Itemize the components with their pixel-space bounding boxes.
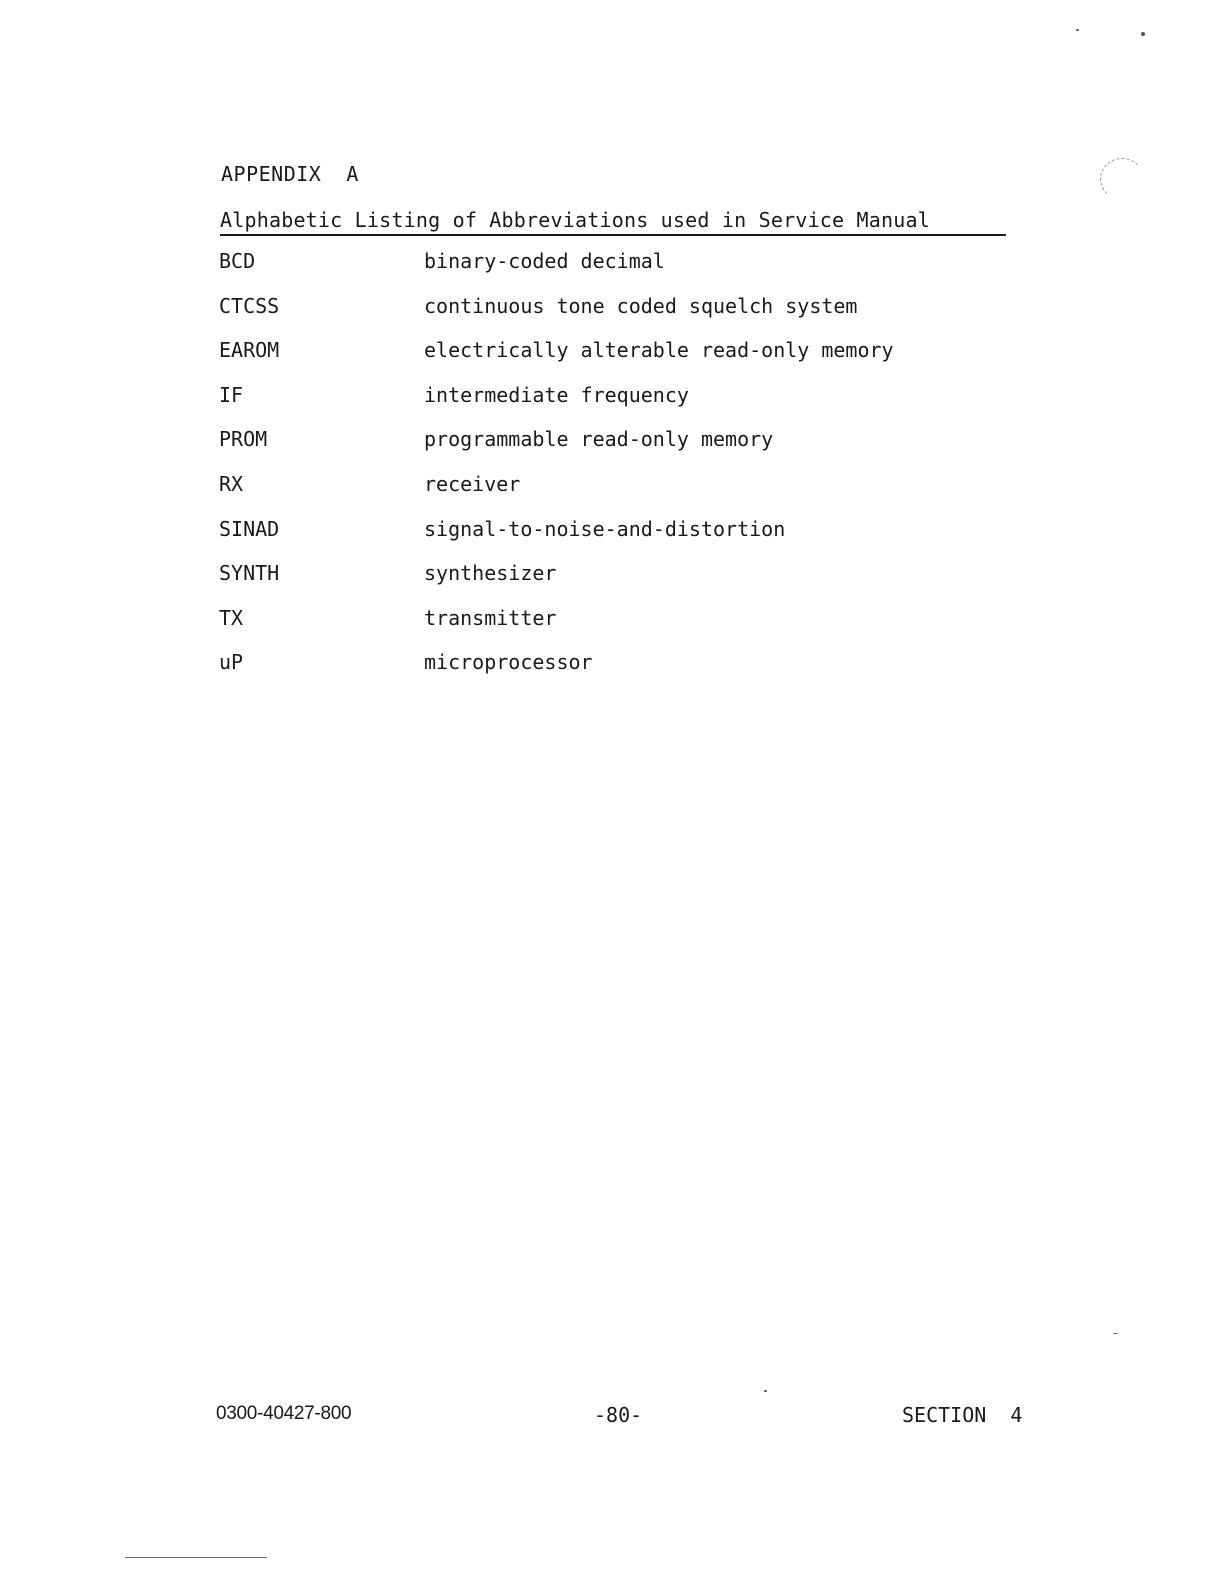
abbreviation-definition: microprocessor	[424, 650, 593, 675]
list-item	[219, 516, 1019, 561]
scan-speck	[1076, 29, 1079, 31]
list-item	[219, 248, 1019, 293]
abbreviation-definition: receiver	[424, 471, 521, 496]
list-item	[219, 560, 1019, 605]
abbreviation-definition: intermediate frequency	[424, 382, 689, 407]
abbreviation-definition: signal-to-noise-and-distortion	[424, 516, 786, 541]
abbreviation-term: RX	[219, 471, 244, 496]
abbreviation-term: CTCSS	[219, 293, 280, 318]
scan-speck	[1113, 1333, 1118, 1334]
scan-speck	[764, 1390, 767, 1392]
list-item	[219, 382, 1019, 427]
listing-heading: Alphabetic Listing of Abbreviations used in Service Manual	[220, 207, 1006, 236]
abbreviation-definition: binary-coded decimal	[424, 249, 665, 273]
scan-edge-line	[125, 1557, 267, 1558]
abbreviation-term: PROM	[219, 427, 268, 452]
abbreviation-term: TX	[219, 605, 244, 630]
scan-speck	[1141, 32, 1145, 36]
list-item	[219, 471, 1019, 516]
appendix-title: APPENDIX A	[221, 162, 359, 186]
abbreviation-term: EAROM	[219, 338, 280, 363]
list-item	[219, 649, 1019, 694]
list-item	[219, 337, 1019, 382]
list-item	[219, 426, 1019, 471]
abbreviation-definition: transmitter	[424, 605, 557, 630]
abbreviation-term: SYNTH	[219, 561, 280, 586]
abbreviation-term: IF	[219, 382, 244, 407]
abbreviation-list	[219, 248, 1019, 694]
footer-document-number: 0300-40427-800	[216, 1403, 352, 1424]
abbreviation-definition: continuous tone coded squelch system	[424, 293, 858, 318]
abbreviation-definition: programmable read-only memory	[424, 427, 774, 452]
punch-hole-mark	[1100, 158, 1144, 200]
abbreviation-definition: synthesizer	[424, 561, 557, 586]
footer-section-label: SECTION 4	[902, 1403, 1023, 1427]
footer-page-number: -80-	[594, 1403, 643, 1427]
list-item	[219, 605, 1019, 650]
abbreviation-term: SINAD	[219, 516, 280, 541]
abbreviation-term: BCD	[219, 249, 256, 273]
abbreviation-term: uP	[219, 650, 244, 675]
abbreviation-definition: electrically alterable read-only memory	[424, 338, 894, 363]
list-item	[219, 293, 1019, 338]
